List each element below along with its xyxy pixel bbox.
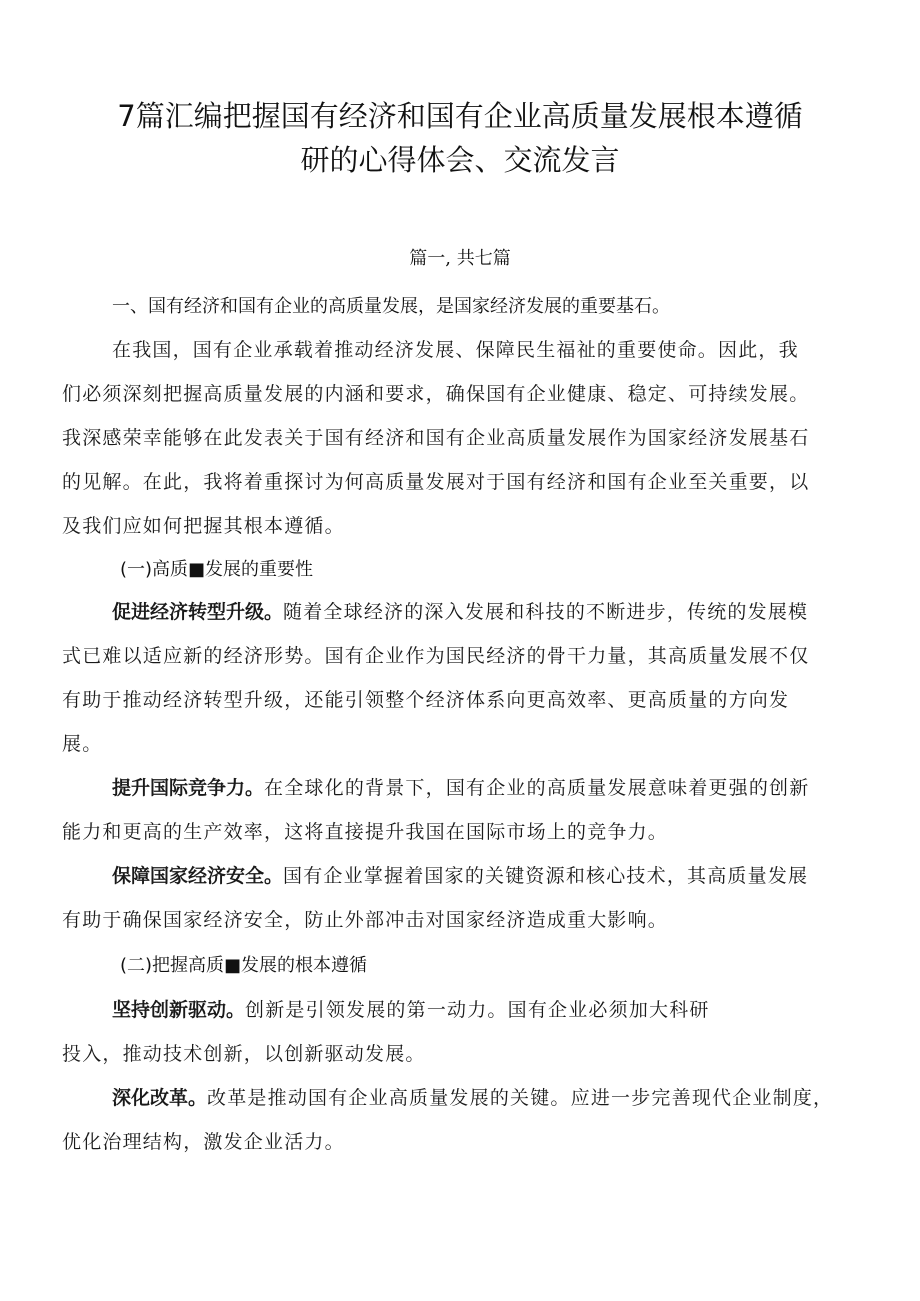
paragraph-line: 式已难以适应新的经济形势。国有企业作为国民经济的骨干力量，其高质量发展不仅: [62, 645, 810, 667]
paragraph-line: 优化治理结构，激发企业活力。: [62, 1131, 345, 1153]
section-2-heading: (二)把握高质■发展的根本遵循: [120, 955, 368, 976]
paragraph-line: [112, 1083, 833, 1110]
paragraph-lead: 提升国际竞争力。: [112, 777, 265, 799]
paragraph-lead: 保障国家经济安全。: [112, 865, 284, 887]
paragraph-text: 在全球化的背景下，国有企业的高质量发展意味着更强的创新: [264, 777, 810, 799]
intro-line: 及我们应如何把握其根本遵循。: [62, 515, 345, 537]
paragraph-line: 展。: [62, 733, 103, 755]
paragraph-line: [112, 597, 808, 624]
paragraph-text: 改革是推动国有企业高质量发展的关键。应进一步完善现代企业制度，: [207, 1087, 834, 1109]
intro-line: 在我国，国有企业承载着推动经济发展、保障民生福祉的重要使命。因此，我: [112, 339, 799, 361]
paragraph-text: 创新是引领发展的第一动力。国有企业必须加大科研: [245, 999, 710, 1021]
paragraph-line: 投入，推动技术创新，以创新驱动发展。: [62, 1043, 426, 1065]
intro-line: 的见解。在此，我将着重探讨为何高质量发展对于国有经济和国有企业至关重要，以: [62, 471, 810, 493]
paragraph-line: [112, 995, 710, 1022]
paragraph-line: [112, 773, 809, 800]
paragraph-lead: 坚持创新驱动。: [112, 999, 246, 1021]
section-1-heading: (一)高质■发展的重要性: [120, 559, 314, 580]
paragraph-lead: 促进经济转型升级。: [112, 601, 284, 623]
intro-line: 们必须深刻把握高质量发展的内涵和要求，确保国有企业健康、稳定、可持续发展。: [62, 383, 810, 405]
paragraph-line: 有助于确保国家经济安全，防止外部冲击对国家经济造成重大影响。: [62, 909, 669, 931]
heading-1: 一、国有经济和国有企业的高质量发展，是国家经济发展的重要基石。: [112, 296, 670, 317]
paragraph-text: 随着全球经济的深入发展和科技的不断进步，传统的发展模: [283, 601, 809, 623]
paragraph-line: 有助于推动经济转型升级，还能引领整个经济体系向更高效率、更高质量的方向发: [62, 689, 790, 711]
document-title-line1: 7篇汇编把握国有经济和国有企业高质量发展根本遵循: [117, 99, 803, 133]
paragraph-lead: 深化改革。: [112, 1087, 208, 1109]
paragraph-text: 国有企业掌握着国家的关键资源和核心技术，其高质量发展: [283, 865, 809, 887]
paragraph-line: 能力和更高的生产效率，这将直接提升我国在国际市场上的竞争力。: [62, 821, 669, 843]
document-subtitle: 篇一, 共七篇: [409, 248, 511, 269]
intro-line: 我深感荣幸能够在此发表关于国有经济和国有企业高质量发展作为国家经济发展基石: [62, 427, 810, 449]
paragraph-line: [112, 861, 808, 888]
document-title-line2: 研的心得体会、交流发言: [300, 143, 620, 177]
